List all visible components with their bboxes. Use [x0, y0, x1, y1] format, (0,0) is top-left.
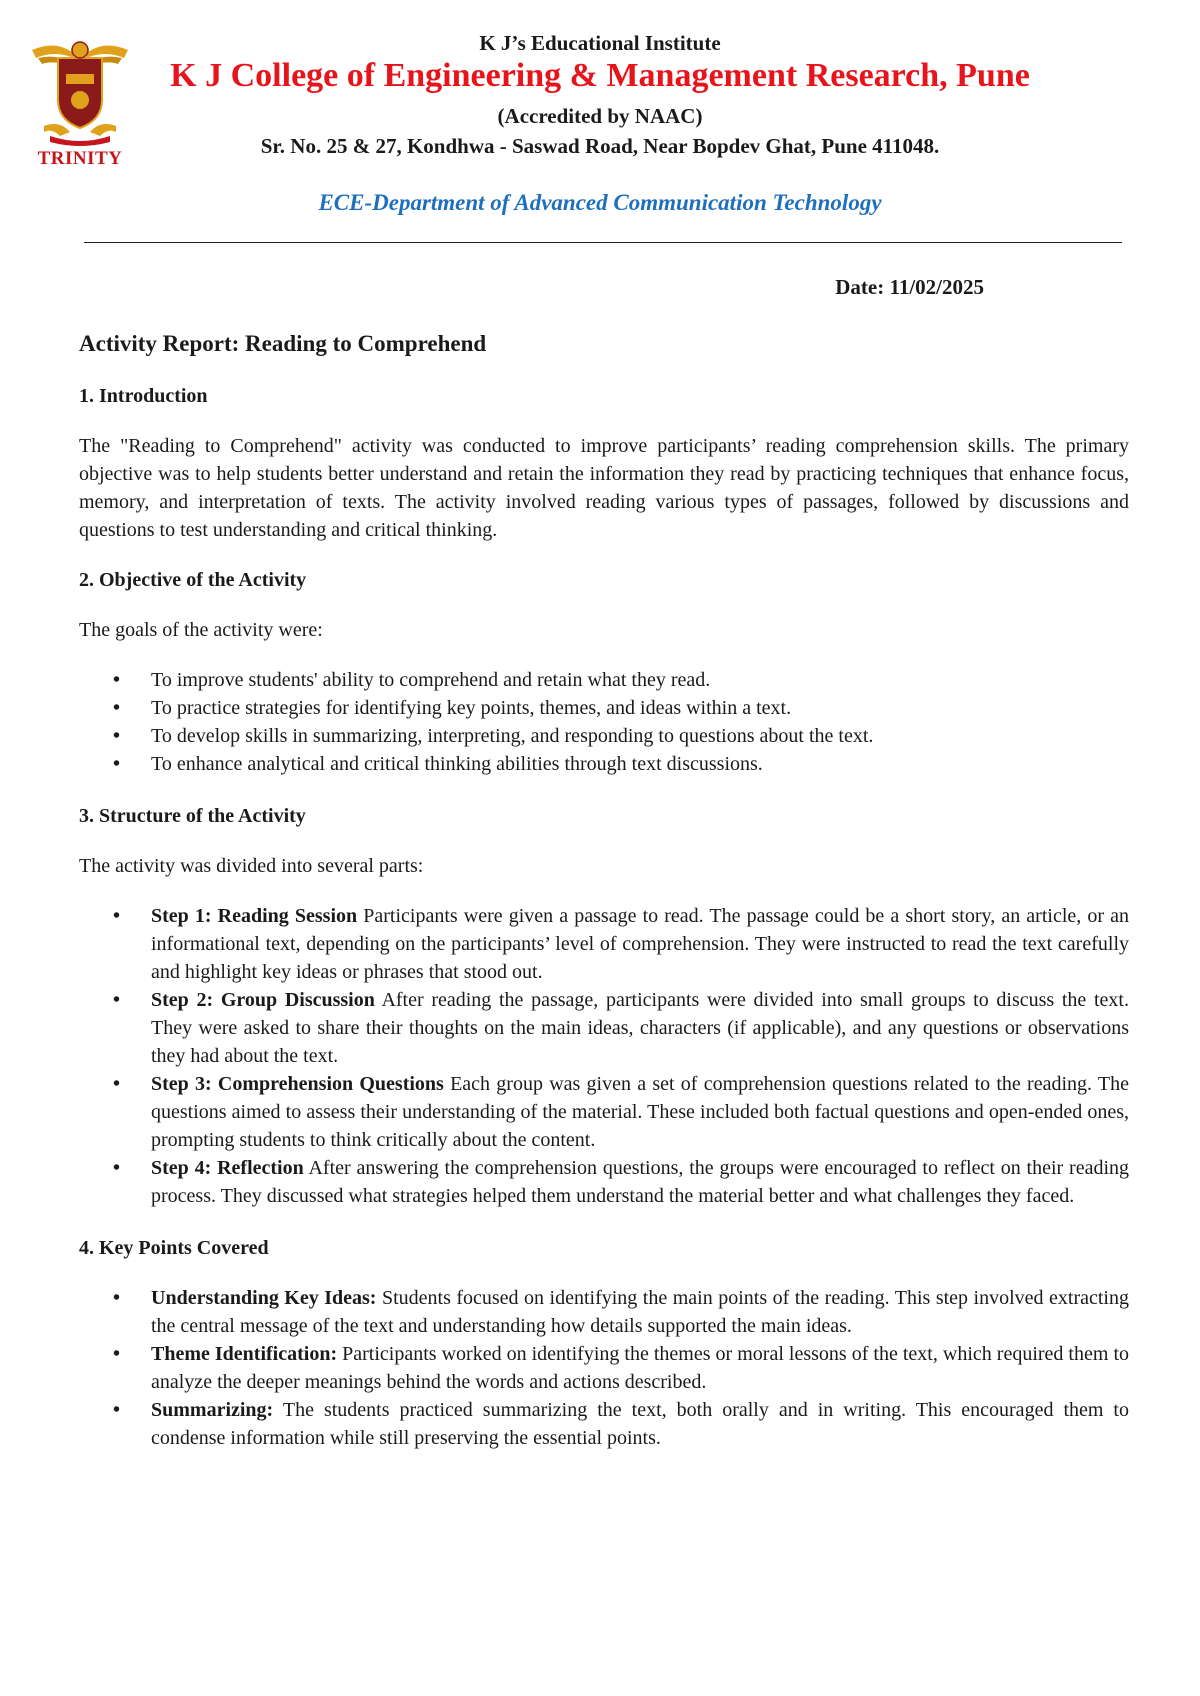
section-heading-objective: 2. Objective of the Activity — [79, 569, 307, 591]
report-date: Date: 11/02/2025 — [835, 275, 984, 299]
step-text: Participants were given a passage to read. The passage could be a short story, an article, or an informational text, depending on the participants’ level of comprehension. They were instructed to read the text carefully and highlight key ideas or phrases that stood out. — [151, 905, 1130, 983]
list-item: • To improve students' ability to comprehend and retain what they read. — [79, 666, 1129, 694]
section-heading-structure: 3. Structure of the Activity — [79, 805, 306, 827]
key-point-text: Participants worked on identifying the themes or moral lessons of the text, which required them to analyze the deeper meanings behind the words and actions described. — [151, 1343, 1130, 1393]
list-item — [79, 1070, 1129, 1154]
structure-lead: The activity was divided into several parts: — [79, 855, 424, 877]
report-body — [79, 330, 1129, 1476]
department-name: ECE-Department of Advanced Communication Technology — [318, 190, 882, 215]
list-item — [79, 902, 1129, 986]
step-label: Step 4: Reflection — [151, 1157, 304, 1179]
structure-list — [79, 902, 1129, 1210]
introduction-text: The "Reading to Comprehend" activity was conducted to improve participants’ reading comprehension skills. The primary objective was to help students better understand and retain the information they read by practicing techniques that enhance focus, memory, and interpretation of texts. The activity involved reading various types of passages, followed by discussions and questions to test understanding and critical thinking. — [79, 435, 1129, 541]
key-points-list — [79, 1284, 1129, 1452]
list-item — [79, 1284, 1129, 1340]
key-point-text: Students focused on identifying the main points of the reading. This step involved extracting the central message of the text and understanding how details supported the main ideas. — [151, 1287, 1129, 1337]
step-text: After reading the passage, participants were divided into small groups to discuss the text. They were asked to share their thoughts on the main ideas, characters (if applicable), and any questions or observations they had about the text. — [151, 989, 1129, 1067]
objective-list — [79, 666, 1129, 778]
list-item: • To develop skills in summarizing, interpreting, and responding to questions about the text. — [79, 722, 1129, 750]
section-heading-key-points: 4. Key Points Covered — [79, 1237, 269, 1259]
institute-name: K J’s Educational Institute — [479, 31, 721, 55]
step-text: Each group was given a set of comprehension questions related to the reading. The questions aimed to assess their understanding of the material. These included both factual questions and open-ended ones, prompting students to think critically about the content. — [151, 1073, 1129, 1151]
accreditation: (Accredited by NAAC) — [497, 104, 703, 128]
key-point-label: Understanding Key Ideas: — [151, 1287, 377, 1309]
college-name: K J College of Engineering & Management Research, Pune — [170, 57, 1030, 94]
list-item — [79, 1340, 1129, 1396]
logo-wordmark: TRINITY — [37, 148, 123, 169]
step-label: Step 2: Group Discussion — [151, 989, 375, 1011]
section-heading-introduction: 1. Introduction — [79, 385, 208, 407]
step-text: After answering the comprehension questions, the groups were encouraged to reflect on their reading process. They discussed what strategies helped them understand the material better and what challenges they faced. — [151, 1157, 1129, 1207]
objective-lead: The goals of the activity were: — [79, 619, 323, 641]
step-label: Step 1: Reading Session — [151, 905, 358, 927]
college-address: Sr. No. 25 & 27, Kondhwa - Saswad Road, Near Bopdev Ghat, Pune 411048. — [260, 134, 940, 158]
list-item — [79, 986, 1129, 1070]
step-label: Step 3: Comprehension Questions — [151, 1073, 444, 1095]
list-item: • To enhance analytical and critical thinking abilities through text discussions. — [79, 750, 1129, 778]
key-point-text: The students practiced summarizing the text, both orally and in writing. This encouraged them to condense information while still preserving the essential points. — [151, 1399, 1129, 1449]
report-title: Activity Report: Reading to Comprehend — [79, 331, 487, 356]
list-item: • To practice strategies for identifying key points, themes, and ideas within a text. — [79, 694, 1129, 722]
key-point-label: Summarizing: — [151, 1399, 274, 1421]
list-item — [79, 1154, 1129, 1210]
header-divider — [84, 242, 1122, 243]
list-item — [79, 1396, 1129, 1452]
key-point-label: Theme Identification: — [151, 1343, 338, 1365]
